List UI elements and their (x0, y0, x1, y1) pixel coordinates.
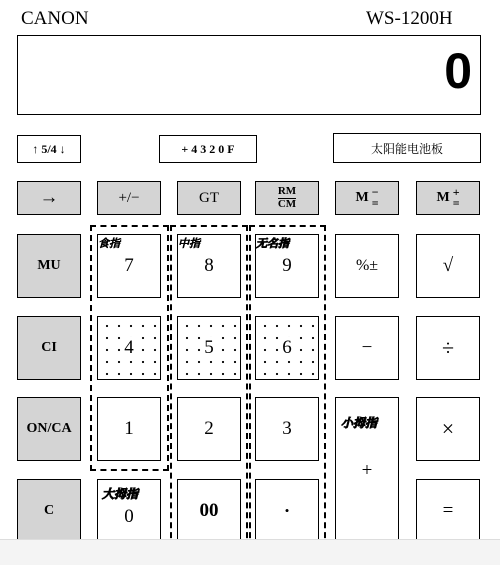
thumb-label: 大拇指 (102, 487, 139, 501)
digit-3-key[interactable] (255, 397, 319, 461)
rm-cm-stack (278, 186, 296, 210)
on-ca-key[interactable] (17, 397, 81, 461)
mu-key[interactable] (17, 234, 81, 298)
ci-key[interactable] (17, 316, 81, 380)
memory-minus-signs (372, 187, 379, 209)
double-zero-key[interactable] (177, 479, 241, 543)
gt-key-label: GT (199, 189, 219, 206)
display-value: 0 (444, 43, 472, 99)
digit-2-label: 2 (204, 418, 214, 439)
middle-finger-label: 中指 (178, 237, 200, 250)
memory-plus-sub: = (452, 196, 460, 210)
digit-8-label: 8 (204, 255, 214, 276)
square-root-label: √ (442, 255, 454, 276)
percent-key[interactable] (335, 234, 399, 298)
digit-4-label: 4 (124, 337, 134, 358)
digit-1-key[interactable] (97, 397, 161, 461)
rm-cm-key[interactable] (255, 181, 319, 215)
cm-label: CM (277, 198, 297, 210)
on-ca-key-label: ON/CA (26, 421, 72, 436)
multiply-key[interactable] (416, 397, 480, 461)
memory-plus-sup: + (452, 185, 460, 200)
divide-key[interactable] (416, 316, 480, 380)
arrow-key-label: → (39, 187, 59, 208)
model-number: WS-1200H (366, 8, 453, 29)
square-root-key[interactable] (416, 234, 480, 298)
memory-plus-label (436, 187, 459, 209)
clear-key[interactable] (17, 479, 81, 543)
rounding-switch-label: ↑ 5/4 ↓ (32, 141, 66, 156)
mu-key-label: MU (37, 258, 61, 273)
digit-2-key[interactable] (177, 397, 241, 461)
digit-5-label: 5 (204, 337, 214, 358)
image-bottom-strip (0, 539, 500, 565)
ci-key-label: CI (41, 340, 57, 355)
memory-plus-key[interactable] (416, 181, 480, 215)
multiply-key-label: × (441, 416, 455, 441)
rm-label: RM (277, 185, 297, 197)
digit-6-label: 6 (282, 337, 292, 358)
memory-minus-sub: = (371, 196, 379, 210)
solar-panel (333, 133, 481, 163)
memory-plus-signs (453, 187, 460, 209)
equals-key[interactable] (416, 479, 480, 543)
digit-3-label: 3 (282, 418, 292, 439)
memory-minus-label (355, 187, 378, 209)
clear-key-label: C (43, 503, 55, 518)
display-screen (17, 35, 481, 115)
arrow-key[interactable] (17, 181, 81, 215)
solar-panel-label: 太阳能电池板 (370, 141, 443, 156)
digit-9-label: 9 (282, 255, 292, 276)
digit-7-label: 7 (124, 255, 134, 276)
plus-minus-key-label: +/− (118, 189, 140, 206)
ring-finger-label: 无名指 (256, 237, 289, 250)
double-zero-label: 00 (199, 500, 219, 521)
memory-plus-letter: M (436, 190, 450, 205)
little-finger-label: 小拇指 (341, 416, 378, 430)
digit-0-label: 0 (124, 506, 134, 527)
memory-minus-letter: M (355, 190, 369, 205)
equals-key-label: = (442, 500, 454, 521)
digit-1-label: 1 (124, 418, 134, 439)
decimal-switch[interactable] (159, 135, 257, 163)
index-finger-label: 食指 (98, 237, 120, 250)
gt-key[interactable] (177, 181, 241, 215)
decimal-switch-label: + 4 3 2 0 F (181, 141, 235, 156)
plus-key-label: + (361, 460, 373, 481)
brand-name: CANON (21, 8, 89, 29)
minus-key[interactable] (335, 316, 399, 380)
digit-4-key[interactable] (97, 316, 161, 380)
rounding-switch[interactable] (17, 135, 81, 163)
percent-key-label: %± (355, 257, 379, 274)
divide-key-label: ÷ (441, 335, 455, 360)
digit-6-key[interactable] (255, 316, 319, 380)
memory-minus-sup: − (371, 185, 379, 200)
decimal-point-label: • (284, 503, 290, 518)
memory-minus-key[interactable] (335, 181, 399, 215)
plus-minus-key[interactable] (97, 181, 161, 215)
minus-key-label: − (361, 337, 373, 358)
decimal-point-key[interactable] (255, 479, 319, 543)
digit-5-key[interactable] (177, 316, 241, 380)
